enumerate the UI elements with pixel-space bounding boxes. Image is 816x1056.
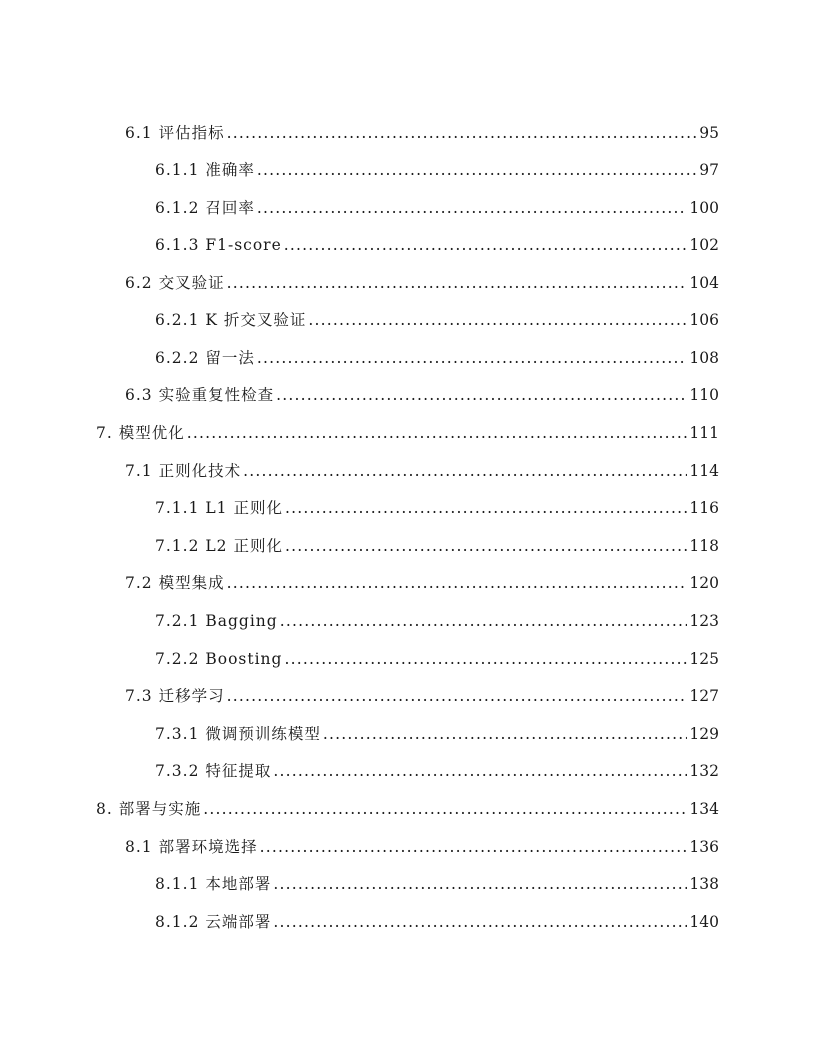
toc-leader-dots — [273, 910, 687, 934]
toc-entry-page: 127 — [689, 687, 719, 705]
toc-entry-page: 95 — [699, 124, 719, 142]
toc-entry-title: 6.1 评估指标 — [125, 124, 225, 142]
toc-entry[interactable] — [96, 797, 719, 821]
toc-entry[interactable] — [125, 684, 719, 708]
toc-entry-title: 7.2 模型集成 — [125, 574, 225, 592]
toc-entry-title: 6.2.2 留一法 — [155, 349, 255, 367]
toc-entry[interactable] — [155, 233, 719, 257]
toc-entry-title: 8.1.1 本地部署 — [155, 875, 272, 893]
toc-entry[interactable] — [155, 346, 719, 370]
toc-entry-title: 6.1.1 准确率 — [155, 161, 255, 179]
toc-entry-title: 7.3 迁移学习 — [125, 687, 225, 705]
toc-entry-page: 104 — [689, 274, 719, 292]
toc-entry-title: 6.2.1 K 折交叉验证 — [155, 311, 307, 329]
toc-leader-dots — [257, 158, 697, 182]
toc-entry-title: 6.2 交叉验证 — [125, 274, 225, 292]
toc-entry-page: 120 — [689, 574, 719, 592]
toc-entry-title: 8.1 部署环境选择 — [125, 838, 258, 856]
toc-leader-dots — [227, 271, 688, 295]
toc-leader-dots — [273, 759, 687, 783]
toc-entry-title: 8.1.2 云端部署 — [155, 913, 272, 931]
toc-entry[interactable] — [125, 271, 719, 295]
toc-entry-title: 8. 部署与实施 — [96, 800, 202, 818]
toc-entry-page: 102 — [689, 236, 719, 254]
toc-leader-dots — [308, 308, 687, 332]
toc-entry[interactable] — [155, 196, 719, 220]
toc-entry-page: 138 — [689, 875, 719, 893]
toc-entry[interactable] — [155, 872, 719, 896]
toc-entry[interactable] — [155, 609, 719, 633]
toc-leader-dots — [276, 383, 687, 407]
toc-entry[interactable] — [155, 647, 719, 671]
toc-entry-title: 6.3 实验重复性检查 — [125, 386, 275, 404]
toc-leader-dots — [273, 872, 687, 896]
toc-entry[interactable] — [155, 722, 719, 746]
toc-entry-page: 108 — [689, 349, 719, 367]
toc-leader-dots — [227, 684, 688, 708]
toc-entry[interactable] — [155, 158, 719, 182]
toc-entry-page: 111 — [689, 424, 719, 442]
toc-leader-dots — [284, 233, 688, 257]
toc-entry[interactable] — [125, 835, 719, 859]
toc-leader-dots — [285, 496, 687, 520]
toc-entry-page: 132 — [689, 762, 719, 780]
toc-entry-title: 7. 模型优化 — [96, 424, 185, 442]
toc-entry-page: 110 — [689, 386, 719, 404]
toc-leader-dots — [187, 421, 688, 445]
toc-entry-page: 136 — [689, 838, 719, 856]
toc-entry-page: 100 — [689, 199, 719, 217]
toc-entry[interactable] — [155, 910, 719, 934]
toc-leader-dots — [257, 346, 688, 370]
toc-entry-page: 123 — [689, 612, 719, 630]
toc-entry[interactable] — [125, 459, 719, 483]
toc-leader-dots — [257, 196, 688, 220]
toc-entry[interactable] — [125, 383, 719, 407]
toc-entry[interactable] — [155, 534, 719, 558]
toc-entry-title: 7.1 正则化技术 — [125, 462, 242, 480]
toc-entry-page: 114 — [689, 462, 719, 480]
toc-entry-title: 7.3.2 特征提取 — [155, 762, 272, 780]
toc-leader-dots — [260, 835, 688, 859]
toc-entry-page: 134 — [689, 800, 719, 818]
toc-entry-page: 140 — [689, 913, 719, 931]
toc-entry[interactable] — [155, 759, 719, 783]
toc-leader-dots — [284, 647, 687, 671]
toc-leader-dots — [243, 459, 687, 483]
toc-entry-title: 6.1.3 F1-score — [155, 236, 282, 254]
toc-entry[interactable] — [155, 308, 719, 332]
toc-entry[interactable] — [155, 496, 719, 520]
toc-entry-title: 7.1.2 L2 正则化 — [155, 537, 283, 555]
toc-entry-page: 125 — [689, 650, 719, 668]
toc-leader-dots — [203, 797, 687, 821]
toc-leader-dots — [227, 571, 688, 595]
toc-leader-dots — [280, 609, 688, 633]
toc-entry[interactable] — [125, 121, 719, 145]
toc-entry-page: 129 — [689, 725, 719, 743]
toc-entry-title: 7.3.1 微调预训练模型 — [155, 725, 321, 743]
toc-leader-dots — [285, 534, 687, 558]
toc-entry-page: 116 — [689, 499, 719, 517]
toc-entry-page: 118 — [689, 537, 719, 555]
toc-entry-page: 97 — [699, 161, 719, 179]
toc-entry-title: 7.2.2 Boosting — [155, 650, 283, 668]
toc-entry[interactable] — [96, 421, 719, 445]
toc-entry-title: 6.1.2 召回率 — [155, 199, 255, 217]
toc-entry-title: 7.1.1 L1 正则化 — [155, 499, 283, 517]
toc-leader-dots — [227, 121, 698, 145]
toc-entry-page: 106 — [689, 311, 719, 329]
toc-entry[interactable] — [125, 571, 719, 595]
toc-entry-title: 7.2.1 Bagging — [155, 612, 278, 630]
toc-leader-dots — [323, 722, 688, 746]
